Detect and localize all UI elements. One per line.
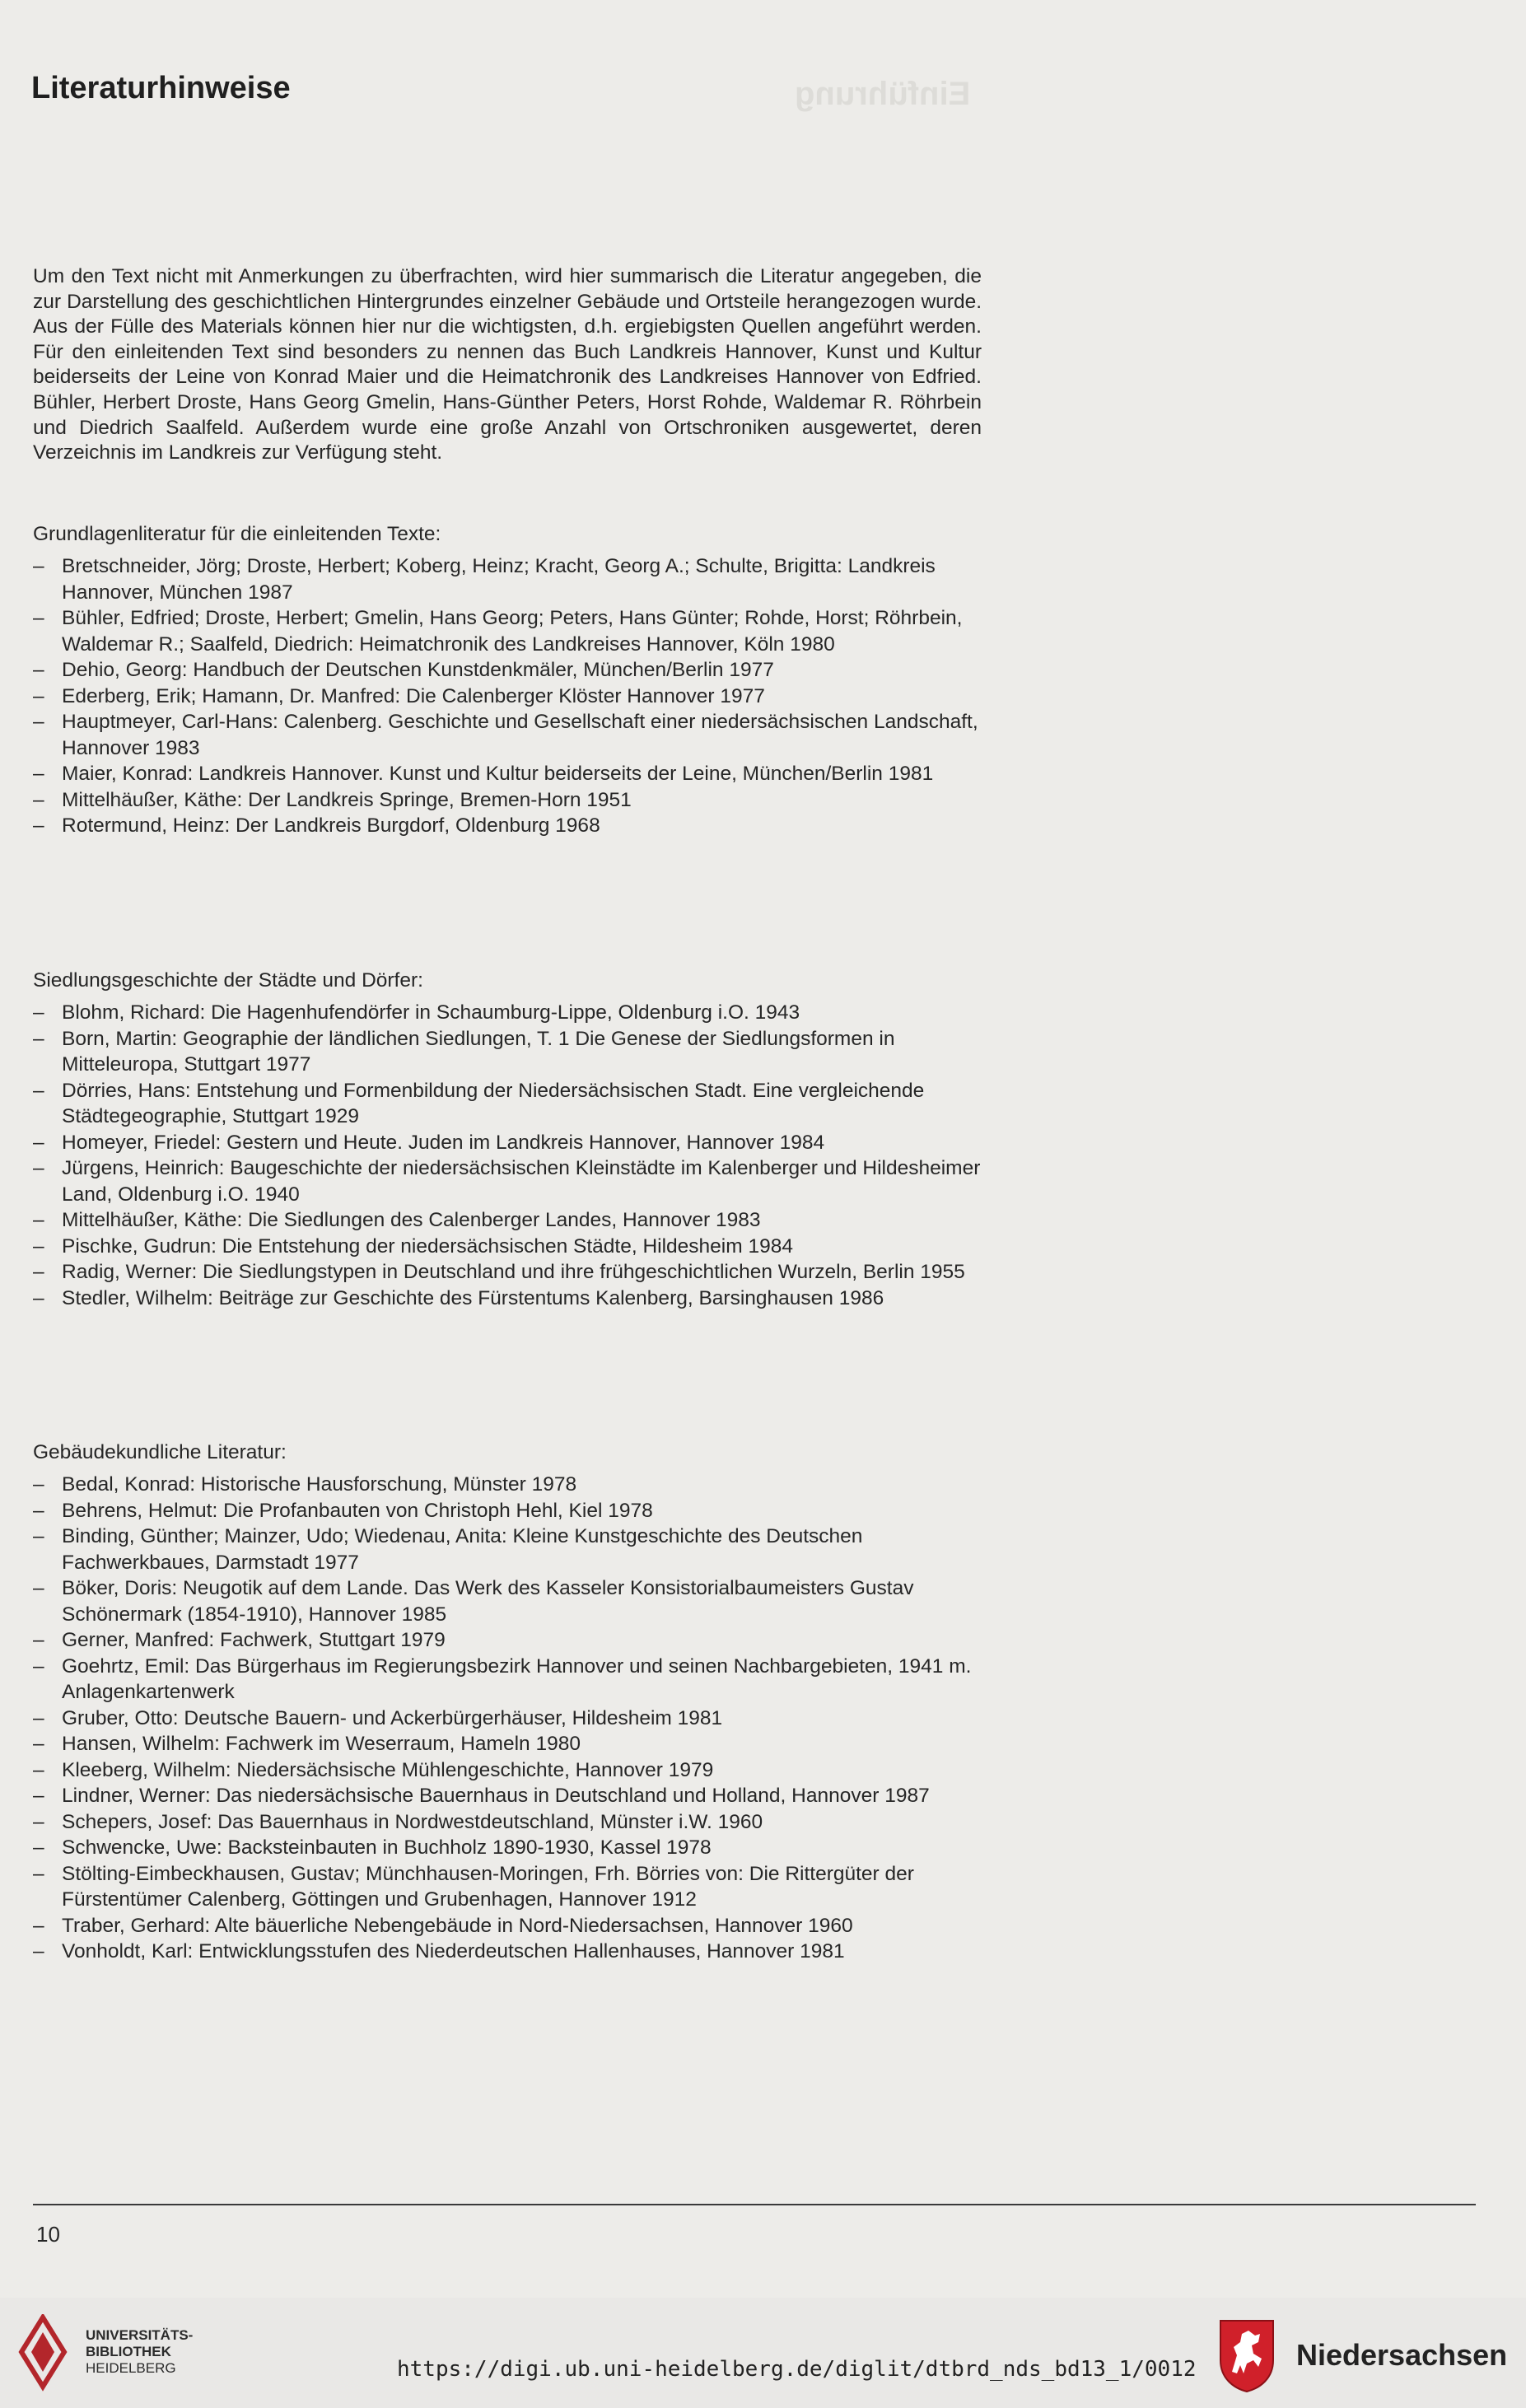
reference-entry (33, 1861, 988, 1913)
bullet-dash: – (33, 555, 44, 577)
reference-entry (33, 1524, 988, 1575)
reference-text: Stölting-Eimbeckhausen, Gustav; Münchhausen-Moringen, Frh. Börries von: Die Rittergüter der Fürstentümer Calenberg, Göttingen und Grubenhagen, Hannover 1912 (62, 1862, 914, 1911)
reference-entry (33, 1654, 988, 1706)
reference-list (33, 1000, 988, 1311)
reference-entry (33, 605, 988, 657)
bullet-dash: – (33, 1261, 44, 1283)
reference-entry (33, 761, 988, 787)
reference-entry (33, 709, 988, 761)
reference-text: Goehrtz, Emil: Das Bürgerhaus im Regierungsbezirk Hannover und seinen Nachbargebieten, 1941 m. Anlagenkartenwerk (62, 1654, 972, 1703)
bullet-dash: – (33, 1157, 44, 1179)
bullet-dash: – (33, 1001, 44, 1024)
section-heading: Gebäudekundliche Literatur: (33, 1441, 287, 1463)
bullet-dash: – (33, 1525, 44, 1547)
reference-text: Rotermund, Heinz: Der Landkreis Burgdorf, Oldenburg 1968 (62, 814, 600, 837)
reference-entry (33, 1155, 988, 1207)
bullet-dash: – (33, 1914, 44, 1937)
reference-entry (33, 1809, 988, 1836)
section-heading: Grundlagenliteratur für die einleitenden Texte: (33, 523, 441, 545)
bullet-dash: – (33, 1473, 44, 1496)
library-name-line: UNIVERSITÄTS- (86, 2327, 194, 2343)
reference-text: Born, Martin: Geographie der ländlichen Siedlungen, T. 1 Die Genese der Siedlungsformen in Mitteleuropa, Stuttgart 1977 (62, 1027, 895, 1076)
bullet-dash: – (33, 1654, 44, 1678)
bullet-dash: – (33, 1733, 44, 1755)
reference-text: Stedler, Wilhelm: Beiträge zur Geschichte des Fürstentums Kalenberg, Barsinghausen 1986 (62, 1286, 884, 1309)
reference-text: Hansen, Wilhelm: Fachwerk im Weserraum, Hameln 1980 (62, 1733, 581, 1755)
section-heading: Siedlungsgeschichte der Städte und Dörfer: (33, 969, 423, 992)
reference-entry (33, 1783, 988, 1809)
reference-text: Hauptmeyer, Carl-Hans: Calenberg. Geschichte und Gesellschaft einer niedersächsischen Landschaft, Hannover 1983 (62, 711, 978, 759)
reference-text: Kleeberg, Wilhelm: Niedersächsische Mühlengeschichte, Hannover 1979 (62, 1758, 714, 1781)
reference-text: Dörries, Hans: Entstehung und Formenbildung der Niedersächsischen Stadt. Eine vergleichende Städtegeographie, Stuttgart 1929 (62, 1079, 925, 1127)
reference-entry (33, 1835, 988, 1861)
reference-entry (33, 1913, 988, 1939)
reference-text: Gruber, Otto: Deutsche Bauern- und Ackerbürgerhäuser, Hildesheim 1981 (62, 1706, 723, 1729)
reference-text: Binding, Günther; Mainzer, Udo; Wiedenau, Anita: Kleine Kunstgeschichte des Deutschen Fachwerkbaues, Darmstadt 1977 (62, 1525, 863, 1574)
reference-entry (33, 1207, 988, 1234)
reference-text: Bedal, Konrad: Historische Hausforschung, Münster 1978 (62, 1473, 577, 1496)
reference-text: Pischke, Gudrun: Die Entstehung der niedersächsischen Städte, Hildesheim 1984 (62, 1234, 793, 1258)
reference-entry (33, 1498, 988, 1524)
state-name[interactable]: Niedersachsen (1296, 2338, 1508, 2372)
bullet-dash: – (33, 1862, 44, 1885)
reference-text: Blohm, Richard: Die Hagenhufendörfer in Schaumburg-Lippe, Oldenburg i.O. 1943 (62, 1001, 800, 1024)
reference-list (33, 553, 988, 839)
reference-text: Mittelhäußer, Käthe: Die Siedlungen des Calenberger Landes, Hannover 1983 (62, 1209, 761, 1231)
bullet-dash: – (33, 684, 44, 707)
reference-text: Mittelhäußer, Käthe: Der Landkreis Springe, Bremen-Horn 1951 (62, 788, 632, 811)
reference-entry (33, 1000, 988, 1026)
bullet-dash: – (33, 1836, 44, 1859)
bullet-dash: – (33, 1629, 44, 1651)
bullet-dash: – (33, 1577, 44, 1599)
bullet-dash: – (33, 711, 44, 733)
bleed-through-title: Einführung (795, 76, 971, 112)
reference-text: Schepers, Josef: Das Bauernhaus in Nordwestdeutschland, Münster i.W. 1960 (62, 1810, 763, 1833)
bullet-dash: – (33, 607, 44, 629)
reference-text: Traber, Gerhard: Alte bäuerliche Nebengebäude in Nord-Niedersachsen, Hannover 1960 (62, 1914, 853, 1937)
reference-entry (33, 657, 988, 684)
reference-text: Behrens, Helmut: Die Profanbauten von Christoph Hehl, Kiel 1978 (62, 1499, 653, 1522)
bullet-dash: – (33, 1706, 44, 1729)
reference-text: Gerner, Manfred: Fachwerk, Stuttgart 1979 (62, 1629, 446, 1651)
bullet-dash: – (33, 1940, 44, 1962)
reference-entry (33, 1026, 988, 1078)
intro-paragraph: Um den Text nicht mit Anmerkungen zu überfrachten, wird hier summarisch die Literatur angegeben, die zur Darstellung des geschichtlichen Hintergrundes einzelner Gebäude und Ortsteile herangezogen wurde. Aus der Fülle des Materials können hier nur die wichtigsten, d.h. ergiebigsten Quellen angeführt werden. Für den einleitenden Text sind besonders zu nennen das Buch Landkreis Hannover, Kunst und Kultur beiderseits der Leine von Konrad Maier und die Heimatchronik des Landkreises Hannover von Edfried. Bühler, Herbert Droste, Hans Georg Gmelin, Hans-Günther Peters, Horst Rohde, Waldemar R. Röhrbein und Diedrich Saalfeld. Außerdem wurde eine große Anzahl von Ortschroniken ausgewertet, deren Verzeichnis im Landkreis zur Verfügung steht. (33, 265, 982, 464)
reference-text: Dehio, Georg: Handbuch der Deutschen Kunstdenkmäler, München/Berlin 1977 (62, 659, 774, 681)
reference-text: Lindner, Werner: Das niedersächsische Bauernhaus in Deutschland und Holland, Hannover 1987 (62, 1785, 930, 1807)
reference-text: Ederberg, Erik; Hamann, Dr. Manfred: Die Calenberger Klöster Hannover 1977 (62, 684, 765, 707)
reference-entry (33, 1259, 988, 1286)
reference-entry (33, 1627, 988, 1654)
niedersachsen-horse-crest-icon[interactable] (1217, 2317, 1276, 2393)
section-grundlagen (33, 521, 988, 839)
section-siedlung (33, 968, 988, 1311)
reference-text: Radig, Werner: Die Siedlungstypen in Deutschland und ihre frühgeschichtlichen Wurzeln, Berlin 1955 (62, 1261, 965, 1283)
reference-entry (33, 1757, 988, 1784)
reference-text: Schwencke, Uwe: Backsteinbauten in Buchholz 1890-1930, Kassel 1978 (62, 1836, 712, 1859)
bullet-dash: – (33, 788, 44, 811)
permalink-url[interactable]: https://digi.ub.uni-heidelberg.de/diglit/dtbrd_nds_bd13_1/0012 (397, 2357, 1197, 2382)
bullet-dash: – (33, 1758, 44, 1781)
reference-text: Jürgens, Heinrich: Baugeschichte der niedersächsischen Kleinstädte im Kalenberger und Hildesheimer Land, Oldenburg i.O. 1940 (62, 1157, 981, 1206)
bullet-dash: – (33, 1286, 44, 1309)
bullet-dash: – (33, 1785, 44, 1807)
reference-text: Bühler, Edfried; Droste, Herbert; Gmelin, Hans Georg; Peters, Hans Günter; Rohde, Horst; Röhrbein, Waldemar R.; Saalfeld, Diedrich: Heimatchronik des Landkreises Hannover, Köln 1980 (62, 607, 963, 656)
page-title: Literaturhinweise (31, 71, 291, 105)
section-gebaeude (33, 1440, 988, 1965)
bullet-dash: – (33, 1027, 44, 1050)
reference-entry (33, 1078, 988, 1130)
reference-entry (33, 1234, 988, 1260)
bullet-dash: – (33, 1079, 44, 1102)
reference-entry (33, 553, 988, 605)
bullet-dash: – (33, 1209, 44, 1231)
page-number: 10 (36, 2222, 60, 2247)
reference-entry (33, 1706, 988, 1732)
library-name-line: HEIDELBERG (86, 2360, 176, 2376)
bullet-dash: – (33, 1810, 44, 1833)
library-name[interactable] (86, 2327, 193, 2377)
footer-rule (33, 2204, 1476, 2205)
reference-text: Bretschneider, Jörg; Droste, Herbert; Koberg, Heinz; Kracht, Georg A.; Schulte, Brigitta: Landkreis Hannover, München 1987 (62, 555, 936, 604)
bullet-dash: – (33, 659, 44, 681)
reference-entry (33, 1939, 988, 1965)
bullet-dash: – (33, 1131, 44, 1154)
reference-entry (33, 1575, 988, 1627)
reference-text: Homeyer, Friedel: Gestern und Heute. Juden im Landkreis Hannover, Hannover 1984 (62, 1131, 825, 1154)
bullet-dash: – (33, 1234, 44, 1258)
reference-entry (33, 1472, 988, 1498)
reference-entry (33, 1286, 988, 1312)
reference-entry (33, 787, 988, 814)
reference-list (33, 1472, 988, 1965)
ub-heidelberg-logo-icon[interactable] (18, 2314, 68, 2392)
bullet-dash: – (33, 814, 44, 837)
reference-entry (33, 813, 988, 839)
reference-entry (33, 1130, 988, 1156)
bullet-dash: – (33, 1499, 44, 1522)
reference-text: Böker, Doris: Neugotik auf dem Lande. Das Werk des Kasseler Konsistorialbaumeisters Gustav Schönermark (1854-1910), Hannover 1985 (62, 1577, 914, 1626)
bullet-dash: – (33, 763, 44, 785)
reference-text: Maier, Konrad: Landkreis Hannover. Kunst und Kultur beiderseits der Leine, München/Berlin 1981 (62, 763, 934, 785)
reference-entry (33, 1731, 988, 1757)
reference-entry (33, 684, 988, 710)
library-name-line: BIBLIOTHEK (86, 2344, 171, 2359)
reference-text: Vonholdt, Karl: Entwicklungsstufen des Niederdeutschen Hallenhauses, Hannover 1981 (62, 1940, 845, 1962)
